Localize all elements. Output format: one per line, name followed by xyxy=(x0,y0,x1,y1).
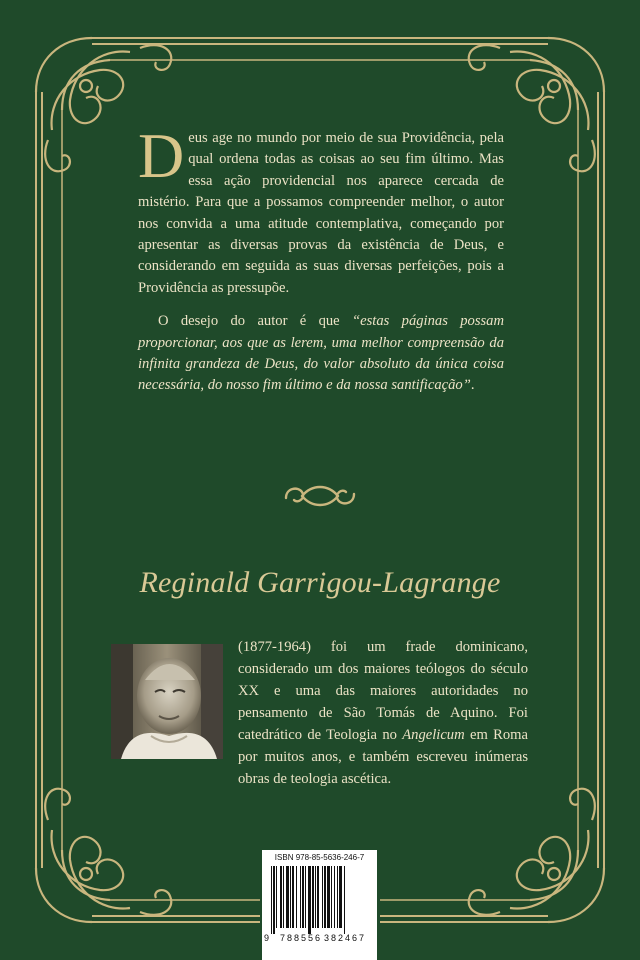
barcode-bar xyxy=(344,866,345,934)
barcode-bar xyxy=(324,866,326,928)
barcode-bar xyxy=(322,866,323,928)
back-cover-blurb xyxy=(138,120,505,397)
blurb-paragraph-2 xyxy=(138,311,504,397)
blurb-paragraph-1-text: eus age no mundo por meio de sua Providência, pela qual ordena todas as coisas ao seu fim último. Mas essa ação providencial nos aparece cercada de mistério. Para que a possamos compreender melhor, o autor nos convida a uma atitude contemplativa, começando por apresentar as diversas provas da existência de Deus, e considerando em seguida as suas diversas perfeições, pois a Providência as pressupõe. xyxy=(138,130,504,296)
drop-cap: D xyxy=(138,120,185,191)
barcode-bar xyxy=(308,866,311,934)
barcode-bar xyxy=(273,866,275,934)
barcode-bar xyxy=(271,866,272,934)
barcode-bar xyxy=(300,866,301,928)
author-photo xyxy=(111,644,223,759)
barcode-bar xyxy=(286,866,289,928)
author-bio-text-1: (1877-1964) foi um frade dominicano, considerado um dos maiores teólogos do século XX e uma das maiores autoridades no pensamento de São Tomás de Aquino. Foi catedrático de Teologia no xyxy=(238,639,528,743)
author-bio xyxy=(238,636,528,790)
isbn-barcode xyxy=(262,850,377,960)
barcode-bar xyxy=(312,866,314,928)
author-bio-text-2: em Roma por muitos anos, e também escreveu inúmeras obras de teologia ascética. xyxy=(238,727,528,787)
author-name: Reginald Garrigou-Lagrange xyxy=(139,566,501,599)
barcode-bar xyxy=(305,866,306,928)
barcode-bar xyxy=(290,866,291,928)
barcode-bar xyxy=(334,866,335,928)
barcode-bar xyxy=(292,866,294,928)
blurb-quote: “estas páginas possam proporcionar, aos que as lerem, uma melhor compreensão da infinita grandeza de Deus, do valor absoluto da única coisa necessária, do nosso fim último e da nossa santificação” xyxy=(138,313,505,394)
blurb-paragraph-2-intro: O desejo do autor é que xyxy=(158,313,353,330)
barcode-bar xyxy=(317,866,319,928)
barcode-bar xyxy=(315,866,316,928)
barcode-bar xyxy=(276,866,277,928)
barcode-bar xyxy=(280,866,282,928)
barcode-bar xyxy=(283,866,284,928)
blurb-paragraph-2-end: . xyxy=(470,377,475,394)
barcode-bar xyxy=(331,866,332,928)
barcode-bar xyxy=(296,866,297,928)
swirl-ornament-icon xyxy=(282,478,358,514)
barcode-bar xyxy=(302,866,304,928)
barcode-bars xyxy=(271,866,368,934)
blurb-paragraph-1 xyxy=(138,120,504,299)
barcode-bar xyxy=(339,866,342,928)
author-bio-italic: Angelicum xyxy=(402,727,465,743)
barcode-digit-group-2: 382467 xyxy=(324,933,367,943)
barcode-digit-first: 9 xyxy=(264,933,270,943)
barcode-digit-group-1: 788556 xyxy=(280,933,323,943)
barcode-bar xyxy=(337,866,338,928)
barcode-bar xyxy=(327,866,330,928)
isbn-label: ISBN 978-85-5636-246-7 xyxy=(274,853,365,862)
